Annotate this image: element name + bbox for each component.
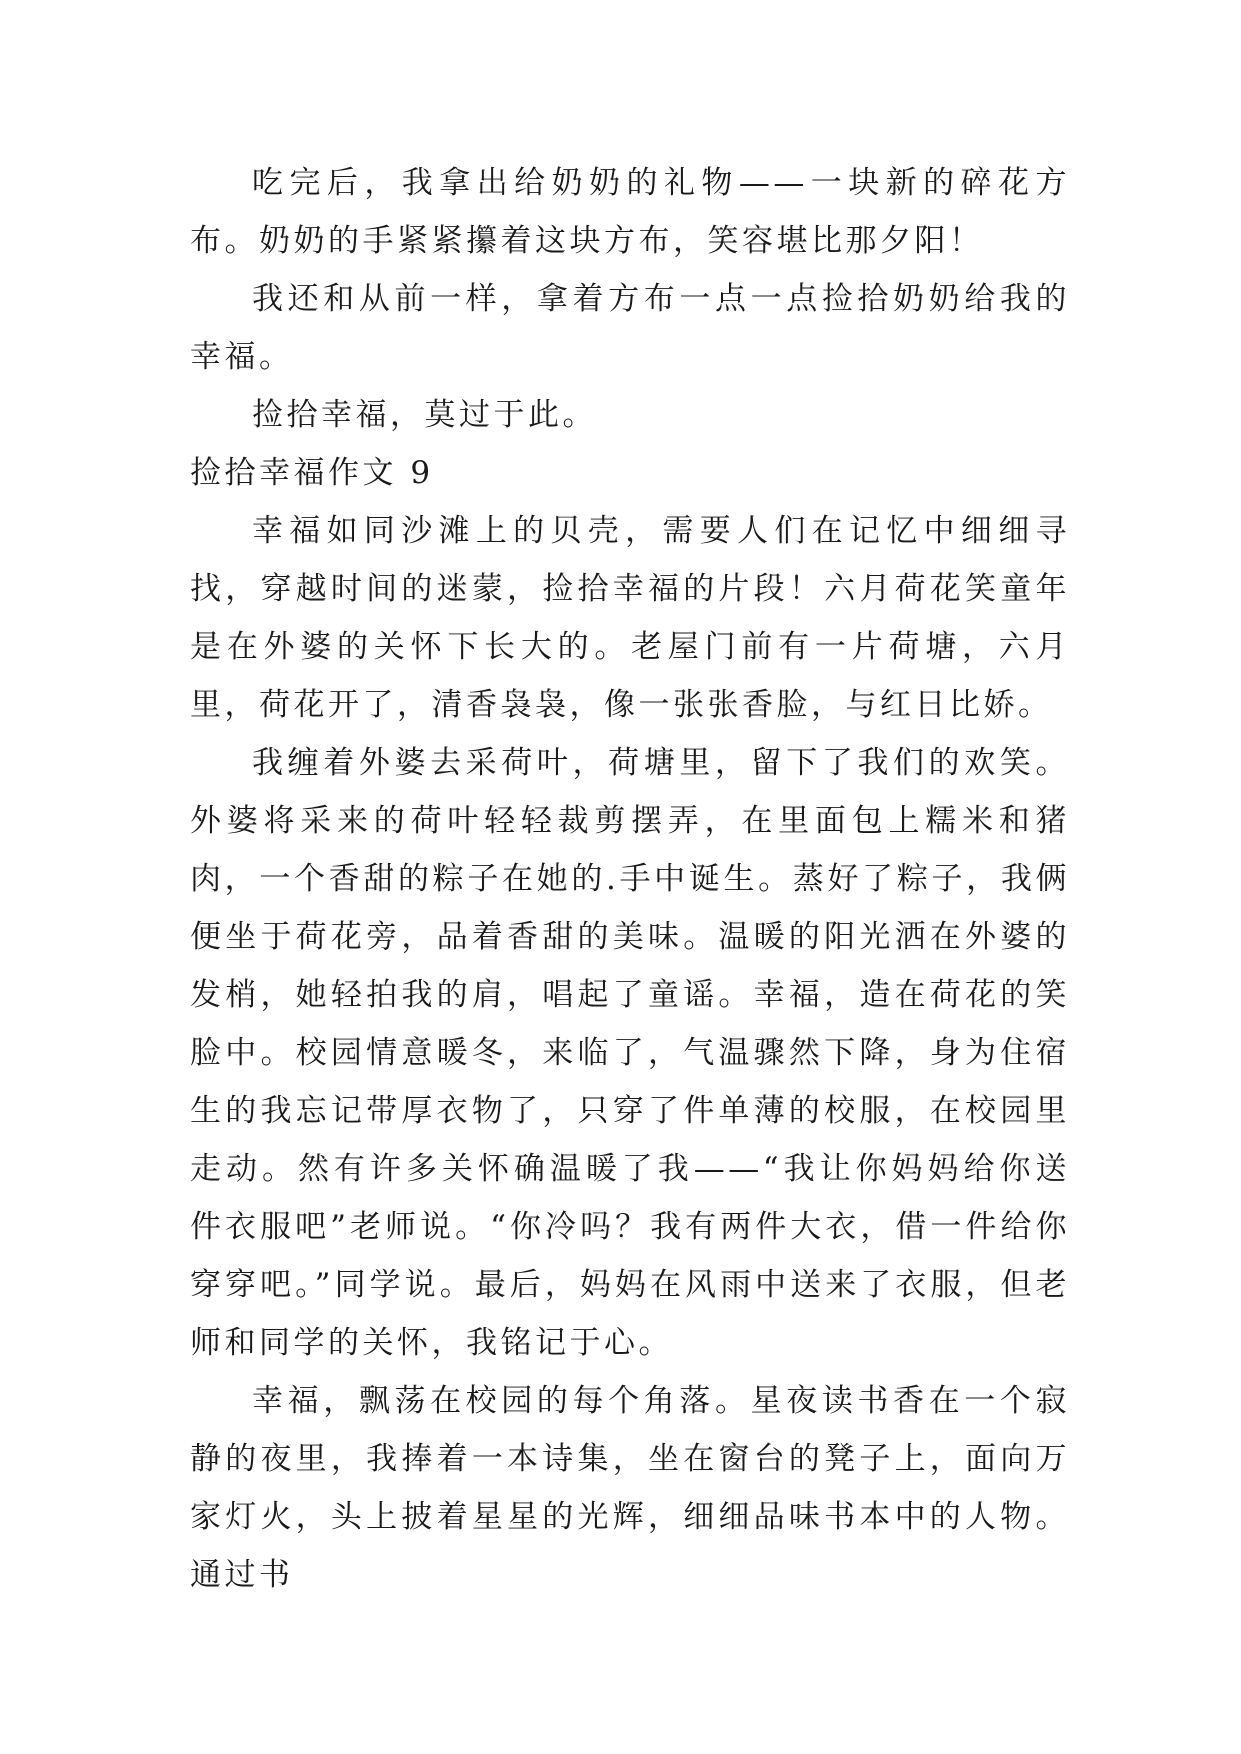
essay-heading: 捡拾幸福作文 9 <box>190 455 434 491</box>
paragraph-night-reading: 幸福，飘荡在校园的每个角落。星夜读书香在一个寂静的夜里，我捧着一本诗集，坐在窗台的凳子上，面向万家灯火，头上披着星星的光辉，细细品味书本中的人物。通过书 <box>190 1383 1070 1593</box>
paragraph-picking-happiness: 我还和从前一样，拿着方布一点一点捡拾奶奶给我的幸福。 <box>190 281 1070 375</box>
document-body <box>190 154 1070 1604</box>
paragraph-lotus-intro: 幸福如同沙滩上的贝壳，需要人们在记忆中细细寻找，穿越时间的迷蒙，捡拾幸福的片段！六月荷花笑童年是在外婆的关怀下长大的。老屋门前有一片荷塘，六月里，荷花开了，清香袅袅，像一张张香脸，与红日比娇。 <box>190 513 1070 723</box>
paragraph-conclusion: 捡拾幸福，莫过于此。 <box>252 397 597 433</box>
paragraph-grandma-campus: 我缠着外婆去采荷叶，荷塘里，留下了我们的欢笑。外婆将采来的荷叶轻轻裁剪摆弄，在里面包上糯米和猪肉，一个香甜的粽子在她的.手中诞生。蒸好了粽子，我俩便坐于荷花旁，品着香甜的美味。温暖的阳光洒在外婆的发梢，她轻拍我的肩，唱起了童谣。幸福，造在荷花的笑脸中。校园情意暖冬，来临了，气温骤然下降，身为住宿生的我忘记带厚衣物了，只穿了件单薄的校服，在校园里走动。然有许多关怀确温暖了我——“我让你妈妈给你送件衣服吧”老师说。“你冷吗？我有两件大衣，借一件给你穿穿吧。”同学说。最后，妈妈在风雨中送来了衣服，但老师和同学的关怀，我铭记于心。 <box>190 745 1070 1361</box>
paragraph-gift: 吃完后，我拿出给奶奶的礼物——一块新的碎花方布。奶奶的手紧紧攥着这块方布，笑容堪比那夕阳！ <box>190 165 1070 259</box>
